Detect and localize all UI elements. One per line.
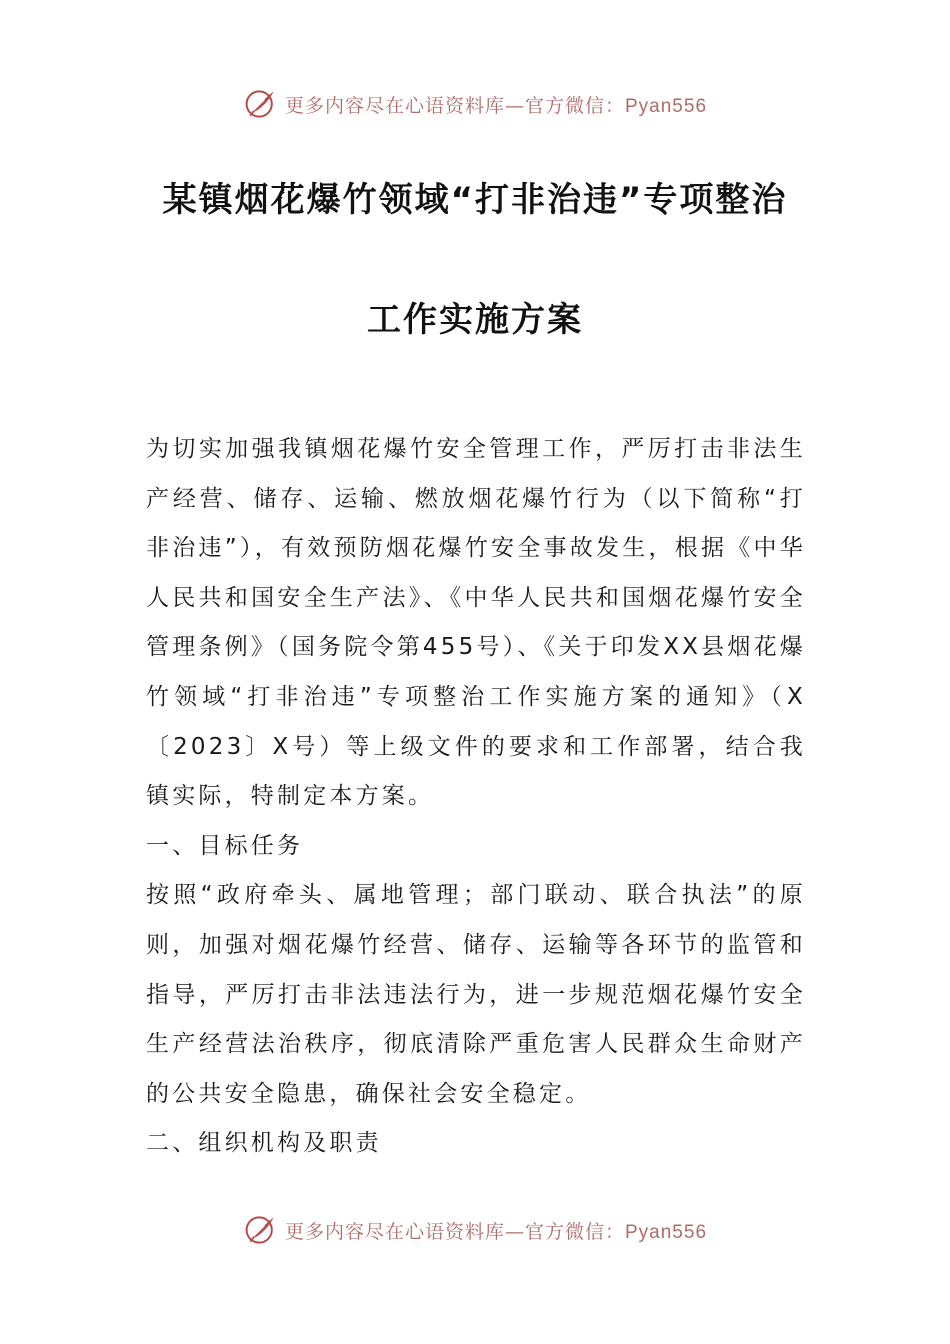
quill-logo-icon [243,1212,279,1248]
watermark-wechat-id: Pyan556 [625,95,708,117]
footer-watermark [0,1210,950,1250]
document-body [146,425,806,1169]
watermark-wechat-id: Pyan556 [625,1221,708,1243]
document-title-line1: 某镇烟花爆竹领域“打非治违”专项整治 [162,180,788,220]
intro-paragraph: 为切实加强我镇烟花爆竹安全管理工作，严厉打击非法生产经营、储存、运输、燃放烟花爆竹行为（以下简称“打非治违”），有效预防烟花爆竹安全事故发生，根据《中华人民共和国安全生产法》、《中华人民共和国烟花爆竹安全管理条例》（国务院令第455号）、《关于印发XX县烟花爆竹领域“打非治违”专项整治工作实施方案的通知》（X〔2023〕X号）等上级文件的要求和工作部署，结合我镇实际，特制定本方案。 [146,436,806,810]
goals-paragraph: 按照“政府牵头、属地管理；部门联动、联合执法”的原则，加强对烟花爆竹经营、储存、运输等各环节的监管和指导，严厉打击非法违法行为，进一步规范烟花爆竹安全生产经营法治秩序，彻底清除严重危害人民群众生命财产的公共安全隐患，确保社会安全稳定。 [146,882,806,1107]
quill-logo-icon [243,86,279,122]
document-title-line2: 工作实施方案 [367,300,583,340]
section-heading-organization: 二、组织机构及职责 [146,1130,382,1157]
section-heading-goals: 一、目标任务 [146,832,304,859]
header-watermark [0,84,950,124]
watermark-text: 更多内容尽在心语资料库—官方微信：Pyan556 [284,94,708,117]
watermark-text: 更多内容尽在心语资料库—官方微信：Pyan556 [284,1220,708,1243]
